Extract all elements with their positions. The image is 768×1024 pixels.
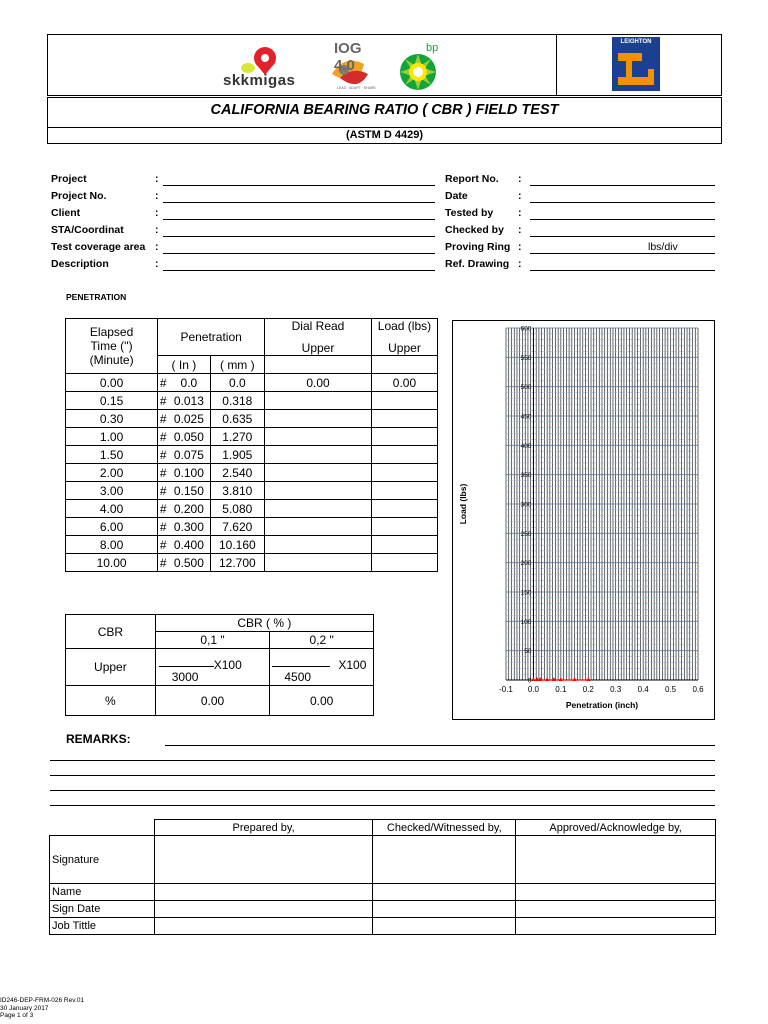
job-title-label: Job Tittle: [50, 918, 155, 935]
dial-cell[interactable]: [265, 410, 372, 428]
checked-name[interactable]: [373, 884, 516, 901]
ref-drawing-label: Ref. Drawing: [445, 258, 510, 270]
hash-cell: #: [158, 464, 168, 482]
hash-cell: #: [158, 410, 168, 428]
x100-2: X100: [338, 658, 367, 672]
y-tick-label: 100: [520, 618, 532, 626]
iog-logo: [324, 40, 380, 94]
signoff-corner: [50, 820, 155, 836]
y-tick-label: 50: [524, 648, 532, 656]
time-cell: 0.30: [66, 410, 158, 428]
load-header: [371, 319, 437, 356]
date-field[interactable]: [530, 202, 715, 203]
hash-cell: #: [158, 500, 168, 518]
in-header: ( In ): [158, 356, 210, 374]
remarks-line[interactable]: [50, 805, 715, 806]
signoff-table: [49, 819, 716, 935]
cbr-formula-2: [270, 649, 374, 686]
colon: :: [518, 173, 522, 185]
dial-cell[interactable]: [265, 446, 372, 464]
load-cell[interactable]: [371, 464, 437, 482]
data-point: [586, 677, 590, 681]
x-tick-label: 0.1: [555, 685, 567, 694]
y-tick-label: 450: [520, 413, 532, 421]
signature-row: [50, 836, 716, 884]
load-cell[interactable]: [371, 482, 437, 500]
doc-number: ID246-DEP-FRM-026 Rev.01: [0, 997, 85, 1004]
time-cell: 0.00: [66, 374, 158, 392]
mm-cell: 1.905: [210, 446, 264, 464]
hash-cell: #: [158, 428, 168, 446]
cbr-table: [65, 614, 374, 716]
mm-header: ( mm ): [210, 356, 264, 374]
header-divider: [556, 34, 557, 96]
in-cell: 0.200: [168, 500, 210, 518]
checked-date[interactable]: [373, 901, 516, 918]
skkmigas-wordmark: skkmigas: [223, 72, 296, 89]
in-cell: 0.300: [168, 518, 210, 536]
hash-cell: #: [158, 374, 168, 392]
penetration-table: [65, 318, 438, 572]
cbr-header: CBR ( % ): [155, 615, 373, 632]
dial-cell[interactable]: [265, 554, 372, 572]
in-cell: 0.025: [168, 410, 210, 428]
x-tick-label: 0.2: [582, 685, 594, 694]
page-number: Page 1 of 3: [0, 1012, 34, 1019]
bp-logo: [396, 42, 446, 92]
tested-by-label: Tested by: [445, 207, 494, 219]
client-field[interactable]: [163, 219, 435, 220]
x100-1: X100: [213, 658, 242, 672]
in-cell: 0.0: [168, 374, 210, 392]
table-row: [66, 500, 438, 518]
mm-cell: 2.540: [210, 464, 264, 482]
prepared-job[interactable]: [154, 918, 373, 935]
time-cell: 10.00: [66, 554, 158, 572]
remarks-line[interactable]: [50, 790, 715, 791]
cbr-value-1: 0.00: [155, 686, 270, 716]
name-label: Name: [50, 884, 155, 901]
proving-ring-unit: lbs/div: [648, 241, 678, 253]
colon: :: [155, 224, 159, 236]
proving-ring-label: Proving Ring: [445, 241, 511, 253]
table-row: [66, 410, 438, 428]
colon: :: [155, 241, 159, 253]
page-title: CALIFORNIA BEARING RATIO ( CBR ) FIELD TEST: [210, 102, 559, 118]
time-cell: 2.00: [66, 464, 158, 482]
y-tick-label: 150: [520, 589, 532, 597]
mm-cell: 7.620: [210, 518, 264, 536]
leighton-wordmark: LEIGHTON: [620, 39, 652, 45]
colon: :: [518, 241, 522, 253]
load-cell[interactable]: [371, 500, 437, 518]
x-tick-label: 0.6: [692, 685, 704, 694]
cbr-col2: 0,2 ": [270, 632, 374, 649]
hash-cell: #: [158, 536, 168, 554]
load-title: Load (lbs): [377, 319, 432, 333]
bp-wordmark: bp: [426, 42, 439, 54]
coverage-label: Test coverage area: [51, 241, 146, 253]
prepared-date[interactable]: [154, 901, 373, 918]
colon: :: [518, 224, 522, 236]
load-sub: Upper: [388, 341, 421, 355]
load-header-blank: [371, 356, 437, 374]
table-row: [66, 464, 438, 482]
approved-job[interactable]: [516, 918, 716, 935]
colon: :: [155, 190, 159, 202]
x-tick-label: 0.3: [610, 685, 622, 694]
load-cell[interactable]: [371, 392, 437, 410]
remarks-line[interactable]: [50, 775, 715, 776]
load-cell[interactable]: [371, 410, 437, 428]
coverage-field[interactable]: [163, 253, 435, 254]
colon: :: [155, 173, 159, 185]
elapsed-l2: Time (''): [90, 339, 133, 353]
table-row: [66, 536, 438, 554]
dial-title: Dial Read: [291, 319, 345, 333]
skkmigas-logo: [220, 42, 335, 92]
approved-date[interactable]: [516, 901, 716, 918]
approved-by-header: Approved/Acknowledge by,: [516, 820, 716, 836]
iog-wordmark: IOG 4.0: [334, 40, 362, 74]
y-axis-title: Load (lbs): [458, 483, 468, 525]
cbr-value-2: 0.00: [270, 686, 374, 716]
sta-label: STA/Coordinat: [51, 224, 124, 236]
mm-cell: 1.270: [210, 428, 264, 446]
checked-by-label: Checked by: [445, 224, 504, 236]
table-row: [66, 482, 438, 500]
in-cell: 0.400: [168, 536, 210, 554]
mm-cell: 0.318: [210, 392, 264, 410]
fraction-bar: [272, 666, 330, 667]
x-tick-label: 0.5: [665, 685, 677, 694]
time-cell: 4.00: [66, 500, 158, 518]
cbr-upper-label: Upper: [66, 649, 156, 686]
project-no-label: Project No.: [51, 190, 107, 202]
y-tick-label: 250: [520, 530, 532, 538]
fraction-bar: [159, 666, 214, 667]
sign-date-row: [50, 901, 716, 918]
colon: :: [155, 258, 159, 270]
penetration-header: Penetration: [158, 319, 265, 356]
approved-name[interactable]: [516, 884, 716, 901]
mm-cell: 12.700: [210, 554, 264, 572]
hash-cell: #: [158, 392, 168, 410]
hash-cell: #: [158, 482, 168, 500]
time-cell: 3.00: [66, 482, 158, 500]
in-cell: 0.500: [168, 554, 210, 572]
load-cell[interactable]: [371, 518, 437, 536]
time-cell: 0.15: [66, 392, 158, 410]
cbr-formula-1: [155, 649, 270, 686]
load-cell[interactable]: [371, 554, 437, 572]
hash-cell: #: [158, 518, 168, 536]
page-subtitle: (ASTM D 4429): [345, 129, 424, 141]
project-no-field[interactable]: [163, 202, 435, 203]
data-point: [531, 677, 535, 681]
penetration-rows: [66, 374, 438, 572]
report-no-label: Report No.: [445, 173, 499, 185]
mm-cell: 10.160: [210, 536, 264, 554]
sign-date-label: Sign Date: [50, 901, 155, 918]
elapsed-header: [66, 319, 158, 374]
in-cell: 0.013: [168, 392, 210, 410]
colon: :: [155, 207, 159, 219]
cbr-label: CBR: [66, 615, 156, 649]
table-row: [66, 392, 438, 410]
prepared-signature[interactable]: [154, 836, 373, 884]
hash-cell: #: [158, 554, 168, 572]
remarks-line[interactable]: [165, 745, 715, 746]
y-tick-label: 400: [520, 442, 532, 450]
data-point: [573, 677, 577, 681]
y-tick-label: 200: [520, 560, 532, 568]
proving-ring-field[interactable]: [530, 253, 715, 254]
std-load-2: 4500: [284, 670, 312, 684]
mm-cell: 0.635: [210, 410, 264, 428]
client-label: Client: [51, 207, 81, 219]
signature-label: Signature: [50, 836, 155, 884]
cbr-col1: 0,1 ": [155, 632, 270, 649]
approved-signature[interactable]: [516, 836, 716, 884]
bp-helios-icon: [396, 42, 446, 92]
y-tick-label: 550: [520, 354, 532, 362]
in-cell: 0.100: [168, 464, 210, 482]
load-cell[interactable]: [371, 428, 437, 446]
dial-cell[interactable]: [265, 464, 372, 482]
dial-cell[interactable]: [265, 518, 372, 536]
dial-cell[interactable]: [265, 482, 372, 500]
load-cell[interactable]: [371, 536, 437, 554]
time-cell: 1.50: [66, 446, 158, 464]
x-tick-label: -0.1: [499, 685, 513, 694]
colon: :: [518, 207, 522, 219]
x-axis-title: Penetration (inch): [565, 700, 639, 710]
cbr-pct-label: %: [66, 686, 156, 716]
checked-job[interactable]: [373, 918, 516, 935]
y-tick-label: 350: [520, 472, 532, 480]
remarks-line[interactable]: [50, 760, 715, 761]
prepared-name[interactable]: [154, 884, 373, 901]
table-row: [66, 446, 438, 464]
description-label: Description: [51, 258, 109, 270]
checked-signature[interactable]: [373, 836, 516, 884]
project-field[interactable]: [163, 185, 435, 186]
data-point: [545, 677, 549, 681]
sta-field[interactable]: [163, 236, 435, 237]
table-row: [66, 554, 438, 572]
date-label: Date: [445, 190, 468, 202]
dial-header: [265, 319, 372, 356]
in-cell: 0.075: [168, 446, 210, 464]
job-title-row: [50, 918, 716, 935]
hash-cell: #: [158, 446, 168, 464]
mm-cell: 0.0: [210, 374, 264, 392]
tested-by-field[interactable]: [530, 219, 715, 220]
description-field[interactable]: [163, 270, 435, 271]
y-tick-label: 300: [520, 501, 532, 509]
dial-cell[interactable]: [265, 392, 372, 410]
leighton-mark-icon: [612, 49, 660, 89]
prepared-by-header: Prepared by,: [154, 820, 373, 836]
mm-cell: 5.080: [210, 500, 264, 518]
footer: [0, 997, 84, 1020]
elapsed-l3: (Minute): [89, 353, 134, 367]
y-tick-label: 0: [527, 677, 532, 685]
data-point: [559, 677, 563, 681]
leighton-logo: [612, 37, 660, 91]
y-tick-label: 500: [520, 384, 532, 392]
dial-cell[interactable]: [265, 428, 372, 446]
dial-cell[interactable]: [265, 500, 372, 518]
checked-by-header: Checked/Witnessed by,: [373, 820, 516, 836]
ref-drawing-field[interactable]: [530, 270, 715, 271]
elapsed-l1: Elapsed: [89, 325, 134, 339]
y-tick-label: 600: [520, 325, 532, 333]
remarks-label: REMARKS:: [66, 732, 131, 746]
mm-cell: 3.810: [210, 482, 264, 500]
checked-by-field[interactable]: [530, 236, 715, 237]
dial-sub: Upper: [301, 341, 335, 355]
in-cell: 0.150: [168, 482, 210, 500]
colon: :: [518, 258, 522, 270]
dial-header-blank: [265, 356, 372, 374]
load-cell[interactable]: [371, 446, 437, 464]
load-cell[interactable]: 0.00: [371, 374, 437, 392]
std-load-1: 3000: [171, 670, 199, 684]
time-cell: 1.00: [66, 428, 158, 446]
colon: :: [518, 190, 522, 202]
iog-tagline: LEAD · ADAPT · SHARE: [337, 86, 376, 90]
time-cell: 8.00: [66, 536, 158, 554]
doc-date: 30 January 2017: [0, 1004, 49, 1012]
dial-cell[interactable]: [265, 536, 372, 554]
data-point: [535, 677, 539, 681]
project-label: Project: [51, 173, 87, 185]
load-penetration-chart: [452, 320, 715, 720]
table-row: [66, 374, 438, 392]
time-cell: 6.00: [66, 518, 158, 536]
x-tick-label: 0.4: [637, 685, 649, 694]
report-no-field[interactable]: [530, 185, 715, 186]
table-row: [66, 428, 438, 446]
in-cell: 0.050: [168, 428, 210, 446]
table-row: [66, 518, 438, 536]
penetration-section-label: PENETRATION: [66, 292, 127, 302]
name-row: [50, 884, 716, 901]
x-tick-label: 0.0: [527, 685, 539, 694]
dial-cell[interactable]: 0.00: [265, 374, 372, 392]
